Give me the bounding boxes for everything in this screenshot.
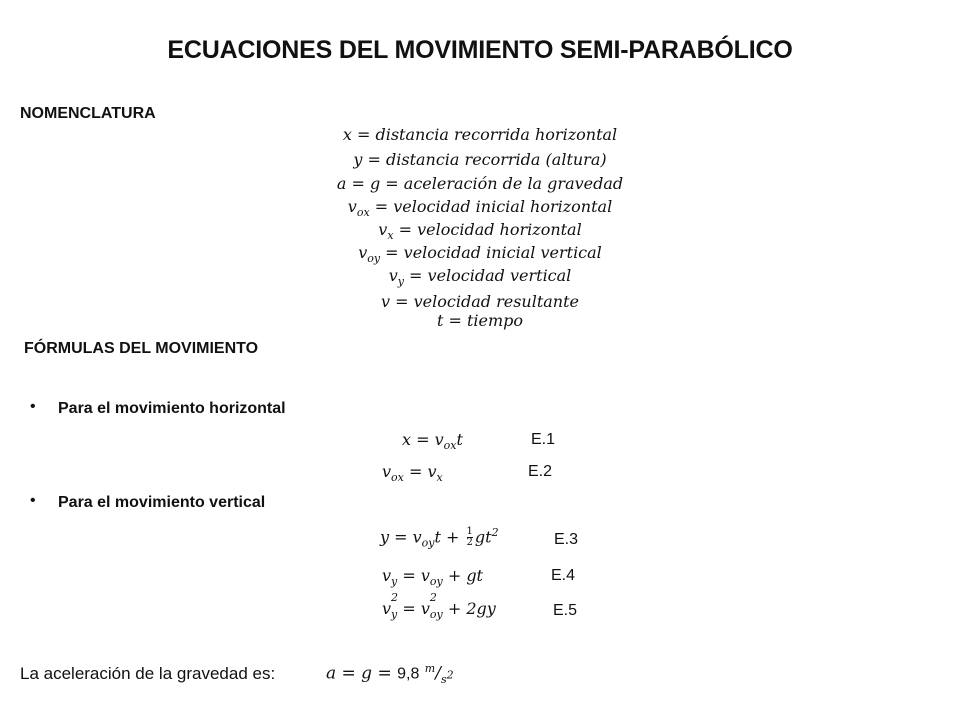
nomenclature-description: velocidad resultante (413, 292, 579, 311)
equation-e2: $v_{ox} = v_x$ (382, 462, 443, 485)
equation-e5: v 2 $_y$ = v 2 $_{oy}$ + 2gy (382, 591, 496, 622)
page-title: ECUACIONES DEL MOVIMIENTO SEMI-PARABÓLICO (167, 36, 793, 64)
nomenclature-item: $v_{oy}$ = velocidad inicial vertical (358, 243, 602, 266)
nomenclature-item: t = tiempo (436, 311, 524, 330)
formulas-heading: FÓRMULAS DEL MOVIMIENTO (24, 340, 259, 357)
bullet-dot: • (30, 398, 36, 415)
equation-tag-e2: E.2 (528, 463, 553, 480)
nomenclature-item: a = g = aceleración de la gravedad (336, 174, 624, 193)
nomenclature-item: y = distancia recorrida (altura) (353, 150, 607, 169)
nomenclature-symbol: v (381, 292, 391, 311)
nomenclature-symbol: v (358, 243, 368, 262)
equation-tag-e5: E.5 (553, 602, 578, 619)
equation-tag-e3: E.3 (554, 531, 579, 548)
nomenclature-description: tiempo (466, 311, 524, 330)
nomenclature-symbol: v (388, 266, 398, 285)
nomenclature-description: distancia recorrida (altura) (386, 150, 607, 169)
nomenclature-description: aceleración de la gravedad (403, 174, 624, 193)
gravity-label: La aceleración de la gravedad es: (20, 664, 276, 683)
nomenclature-symbol: v (378, 220, 388, 239)
nomenclature-symbol: v (347, 197, 357, 216)
nomenclature-description: velocidad vertical (427, 266, 572, 285)
horizontal-label: Para el movimiento horizontal (58, 400, 286, 417)
nomenclature-symbol: a = g (336, 174, 381, 193)
nomenclature-description: velocidad inicial horizontal (393, 197, 613, 216)
gravity-unit-denominator: s (440, 673, 447, 687)
nomenclature-item: $v_x$ = velocidad horizontal (378, 220, 582, 243)
nomenclature-description: velocidad inicial vertical (403, 243, 602, 262)
nomenclature-item: $v_y$ = velocidad vertical (388, 266, 572, 289)
nomenclature-description: distancia recorrida horizontal (375, 125, 618, 144)
nomenclature-symbol: y (353, 150, 363, 169)
nomenclature-subscript: ox (356, 206, 370, 220)
nomenclature-symbol: x (342, 125, 352, 144)
nomenclature-description: velocidad horizontal (417, 220, 582, 239)
bullet-dot: • (30, 492, 36, 509)
nomenclature-item: x = distancia recorrida horizontal (342, 125, 618, 144)
equation-e3: $y = v_{oy}t$ + $\frac{1}{2}$ $gt^2$ (380, 526, 499, 550)
nomenclature-heading: NOMENCLATURA (20, 105, 156, 122)
nomenclature-item: v = velocidad resultante (381, 292, 579, 311)
gravity-value: 9,8 (397, 665, 420, 683)
nomenclature-subscript: y (397, 275, 404, 289)
equation-tag-e4: E.4 (551, 567, 576, 584)
nomenclature-symbol: t (436, 311, 444, 330)
equation-e4: $v_y = v_{oy}$ + gt (382, 566, 483, 589)
gravity-equation: a = g = 9,8 $^m/_{s^2}$ (326, 662, 454, 687)
vertical-label: Para el movimiento vertical (58, 494, 266, 511)
equation-e1: $x = v_{ox}t$ (402, 430, 463, 453)
nomenclature-subscript: oy (367, 252, 381, 266)
nomenclature-subscript: x (387, 229, 394, 243)
nomenclature-item: $v_{ox}$ = velocidad inicial horizontal (347, 197, 613, 220)
equation-tag-e1: E.1 (531, 431, 556, 448)
gravity-unit-numerator: m (424, 662, 436, 675)
